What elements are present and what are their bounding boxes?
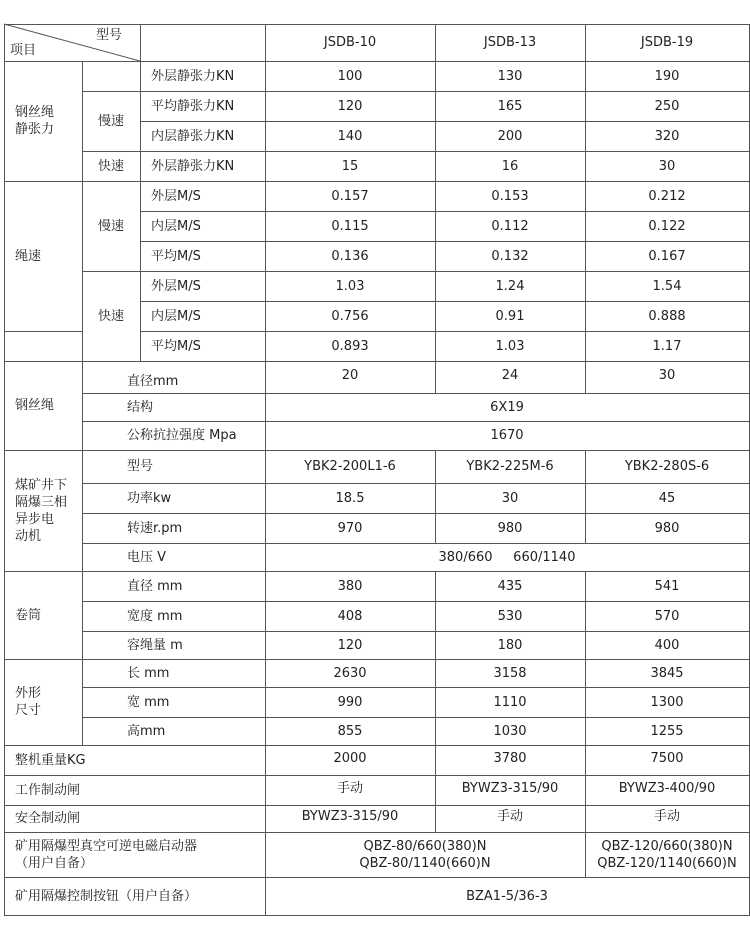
row-rule (82, 421, 750, 422)
weight-jsdb13: 3780 (493, 750, 527, 766)
row-rule (4, 877, 750, 878)
motor-group-line-4: 动机 (15, 528, 42, 544)
starter-value-large-line-2: QBZ-120/1140(660)N (597, 855, 737, 871)
row-rule (4, 915, 750, 916)
row-rule (140, 91, 750, 92)
static-tension-row-label: 外层静张力KN (151, 158, 235, 174)
row-rule (4, 745, 750, 746)
row-rule (82, 393, 750, 394)
motor-row-3-jsdb19: 980 (654, 520, 680, 536)
motor-group-line-2: 隔爆三相 (15, 494, 68, 510)
row-rule (140, 241, 750, 242)
static-tension-row-4-jsdb10: 15 (341, 158, 359, 174)
motor-row-label: 转速r.pm (127, 520, 183, 536)
static-tension-row-label: 外层静张力KN (151, 68, 235, 84)
row-rule (82, 631, 750, 632)
dimensions-row-2-jsdb10: 990 (337, 694, 363, 710)
drum-row-1-jsdb13: 435 (497, 578, 523, 594)
drum-row-2-jsdb19: 570 (654, 608, 680, 624)
static-tension-group-line-1: 钢丝绳 (15, 105, 55, 120)
weight-jsdb19: 7500 (650, 750, 684, 766)
row-rule (140, 151, 750, 152)
header-item-label: 项目 (10, 42, 37, 58)
dimensions-row-2-jsdb19: 1300 (650, 694, 684, 710)
row-rule (4, 361, 750, 362)
motor-row-label: 功率kw (127, 490, 172, 506)
static-tension-row-1-jsdb13: 130 (497, 68, 523, 84)
dimensions-row-2-jsdb13: 1110 (493, 694, 527, 710)
drum-row-2-jsdb10: 408 (337, 608, 363, 624)
rope-speed-row-1-jsdb19: 0.212 (648, 188, 686, 204)
starter-value-large (585, 832, 749, 877)
drum-row-3-jsdb10: 120 (337, 637, 363, 653)
drum-row-1-jsdb19: 541 (654, 578, 680, 594)
row-rule (82, 151, 141, 152)
static-tension-row-3-jsdb19: 320 (654, 128, 680, 144)
motor-row-1-jsdb10: YBK2-200L1-6 (304, 459, 396, 474)
starter-label-line-1: 矿用隔爆型真空可逆电磁启动器 (15, 838, 198, 854)
rope-diameter-jsdb19: 30 (658, 367, 676, 383)
rope-speed-row-6-jsdb13: 1.03 (495, 338, 525, 354)
static-tension-row-2-jsdb10: 120 (337, 98, 363, 114)
motor-row-2-jsdb19: 45 (658, 490, 676, 506)
column-rule (585, 571, 586, 833)
rope-speed-row-2-jsdb10: 0.115 (331, 218, 369, 234)
rope-speed-row-6-jsdb10: 0.893 (331, 338, 369, 354)
column-rule (585, 450, 586, 544)
motor-row-2-jsdb13: 30 (501, 490, 519, 506)
starter-value-large-line-1: QBZ-120/660(380)N (601, 838, 733, 854)
static-tension-row-3-jsdb10: 140 (337, 128, 363, 144)
rope-speed-row-label: 外层M/S (151, 188, 201, 204)
static-tension-group (4, 61, 82, 181)
rope-speed-row-label: 外层M/S (151, 278, 201, 294)
button-label: 矿用隔爆控制按钮（用户自备） (15, 888, 198, 904)
safety-brake-jsdb10: BYWZ3-315/90 (301, 809, 399, 824)
dimensions-row-1-jsdb10: 2630 (333, 665, 367, 681)
row-rule (140, 211, 750, 212)
column-rule (265, 24, 266, 916)
rope-diameter-jsdb13: 24 (501, 367, 519, 383)
rope-speed-row-4-jsdb19: 1.54 (652, 278, 682, 294)
rope-speed-row-1-jsdb10: 0.157 (331, 188, 369, 204)
static-tension-row-4-jsdb19: 30 (658, 158, 676, 174)
row-rule (82, 687, 750, 688)
row-rule (82, 513, 750, 514)
static-tension-row-label: 内层静张力KN (151, 128, 235, 144)
drum-row-1-jsdb10: 380 (337, 578, 363, 594)
dimensions-row-label: 高mm (127, 723, 166, 739)
row-rule (4, 805, 750, 806)
row-rule (4, 24, 750, 25)
static-tension-row-1-jsdb19: 190 (654, 68, 680, 84)
row-rule (140, 121, 750, 122)
row-rule (140, 271, 750, 272)
model-header-3: JSDB-19 (640, 35, 694, 50)
column-rule (140, 24, 141, 362)
drum-row-3-jsdb19: 400 (654, 637, 680, 653)
work-brake-jsdb10: 手动 (336, 780, 363, 796)
column-rule (435, 450, 436, 544)
column-rule (4, 24, 5, 916)
column-rule (82, 61, 83, 362)
rope-speed-row-3-jsdb10: 0.136 (331, 248, 369, 264)
starter-label (4, 832, 265, 877)
static-tension-row-2-jsdb13: 165 (497, 98, 523, 114)
static-tension-group-line-2: 静张力 (15, 122, 55, 137)
rope-speed-row-2-jsdb13: 0.112 (491, 218, 529, 234)
dimensions-group-line-1: 外形 (15, 686, 42, 701)
dimensions-row-1-jsdb19: 3845 (650, 665, 684, 681)
column-rule (435, 24, 436, 394)
model-header-2: JSDB-13 (483, 35, 537, 50)
static-tension-row-1-jsdb10: 100 (337, 68, 363, 84)
starter-value-small-line-2: QBZ-80/1140(660)N (359, 855, 491, 871)
row-rule (140, 301, 750, 302)
rope-speed-row-label: 平均M/S (151, 248, 201, 264)
motor-voltage-label: 电压 V (127, 549, 167, 565)
rope-group: 钢丝绳 (15, 398, 55, 413)
safety-brake-label: 安全制动闸 (15, 811, 81, 826)
starter-value-small (265, 832, 585, 877)
starter-label-line-2: （用户自备） (15, 855, 94, 871)
row-rule (82, 91, 141, 92)
dimensions-row-3-jsdb13: 1030 (493, 723, 527, 739)
drum-row-2-jsdb13: 530 (497, 608, 523, 624)
row-rule (4, 775, 750, 776)
motor-group-line-1: 煤矿井下 (15, 477, 68, 493)
row-rule (4, 331, 83, 332)
motor-row-2-jsdb10: 18.5 (335, 490, 365, 506)
rope-diameter-jsdb10: 20 (341, 367, 359, 383)
row-rule (4, 571, 750, 572)
drum-row-label: 宽度 mm (127, 608, 183, 624)
rope-speed-row-4-jsdb13: 1.24 (495, 278, 525, 294)
row-rule (82, 483, 750, 484)
dimensions-row-3-jsdb10: 855 (337, 723, 363, 739)
motor-voltage-value: 380/660 660/1140 (438, 549, 576, 565)
dimensions-row-label: 长 mm (127, 665, 170, 681)
rope-structure-label: 结构 (127, 399, 154, 415)
rope-diameter-label: 直径mm (127, 373, 179, 389)
static-fast-label: 快速 (97, 158, 124, 174)
rope-speed-row-5-jsdb13: 0.91 (495, 308, 525, 324)
rope-strength-value: 1670 (490, 428, 524, 443)
motor-row-label: 型号 (127, 459, 154, 474)
rope-speed-group: 绳速 (15, 248, 42, 264)
row-rule (4, 450, 750, 451)
model-header-1: JSDB-10 (323, 35, 377, 50)
work-brake-jsdb13: BYWZ3-315/90 (461, 780, 559, 796)
column-rule (435, 571, 436, 833)
dimensions-group-line-2: 尺寸 (15, 703, 42, 718)
rope-structure-value: 6X19 (490, 399, 524, 415)
row-rule (82, 543, 750, 544)
row-rule (4, 659, 750, 660)
motor-row-1-jsdb13: YBK2-225M-6 (466, 459, 554, 474)
drum-group: 卷筒 (15, 607, 42, 623)
work-brake-jsdb19: BYWZ3-400/90 (618, 780, 716, 796)
rope-speed-row-3-jsdb19: 0.167 (648, 248, 686, 264)
rope-speed-row-1-jsdb13: 0.153 (491, 188, 529, 204)
motor-group (4, 450, 82, 571)
motor-row-1-jsdb19: YBK2-280S-6 (624, 459, 710, 474)
motor-row-3-jsdb13: 980 (497, 520, 523, 536)
rope-speed-fast-label: 快速 (97, 308, 124, 324)
column-rule (82, 361, 83, 746)
row-rule (82, 271, 141, 272)
static-tension-row-4-jsdb13: 16 (501, 158, 519, 174)
safety-brake-jsdb19: 手动 (653, 809, 680, 824)
static-tension-row-2-jsdb19: 250 (654, 98, 680, 114)
starter-value-small-line-1: QBZ-80/660(380)N (363, 838, 487, 854)
column-rule (585, 24, 586, 394)
dimensions-row-3-jsdb19: 1255 (650, 723, 684, 739)
safety-brake-jsdb13: 手动 (496, 809, 523, 824)
rope-speed-row-label: 内层M/S (151, 308, 201, 324)
motor-row-3-jsdb10: 970 (337, 520, 363, 536)
row-rule (4, 61, 750, 62)
rope-speed-row-5-jsdb10: 0.756 (331, 308, 369, 324)
dimensions-group (4, 659, 82, 745)
motor-group-line-3: 异步电 (15, 511, 55, 527)
row-rule (82, 717, 750, 718)
header-model-label: 型号 (96, 27, 123, 43)
column-rule (585, 832, 586, 878)
rope-speed-row-6-jsdb19: 1.17 (652, 338, 682, 354)
weight-jsdb10: 2000 (333, 750, 367, 766)
row-rule (140, 331, 750, 332)
rope-strength-label: 公称抗拉强度 Mpa (127, 428, 237, 443)
rope-speed-row-2-jsdb19: 0.122 (648, 218, 686, 234)
rope-speed-row-label: 平均M/S (151, 338, 201, 354)
rope-speed-row-4-jsdb10: 1.03 (335, 278, 365, 294)
rope-speed-row-label: 内层M/S (151, 218, 201, 234)
rope-speed-row-5-jsdb19: 0.888 (648, 308, 686, 324)
drum-row-3-jsdb13: 180 (497, 637, 523, 653)
work-brake-label: 工作制动闸 (15, 782, 81, 798)
button-value: BZA1-5/36-3 (466, 888, 548, 904)
rope-speed-row-3-jsdb13: 0.132 (491, 248, 529, 264)
drum-row-label: 直径 mm (127, 578, 183, 594)
static-tension-row-3-jsdb13: 200 (497, 128, 523, 144)
static-slow-label: 慢速 (97, 113, 124, 129)
row-rule (4, 181, 750, 182)
row-rule (82, 601, 750, 602)
static-tension-row-label: 平均静张力KN (151, 98, 235, 114)
rope-speed-slow-label: 慢速 (97, 218, 124, 234)
dimensions-row-1-jsdb13: 3158 (493, 665, 527, 681)
weight-label: 整机重量KG (15, 752, 86, 768)
drum-row-label: 容绳量 m (127, 637, 183, 653)
row-rule (4, 832, 750, 833)
dimensions-row-label: 宽 mm (127, 694, 170, 710)
